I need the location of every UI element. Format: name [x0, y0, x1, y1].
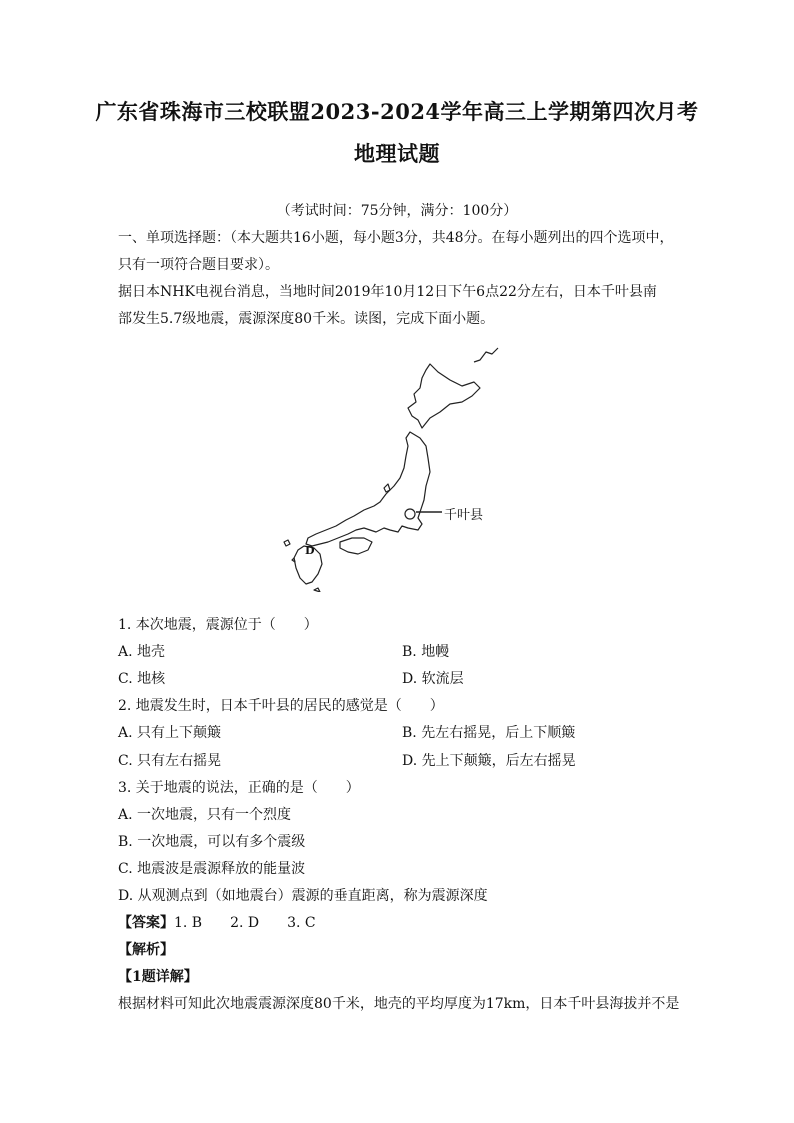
answer-line	[118, 912, 316, 932]
question-2-option-d: D. 先上下颠簸，后左右摇晃	[402, 753, 576, 769]
exam-info: （考试时间：75分钟，满分：100分）	[276, 203, 518, 219]
question-1-option-c: C. 地核	[118, 671, 166, 687]
passage-line1: 据日本NHK电视台消息，当地时间2019年10月12日下午6点22分左右，日本千叶县南	[118, 284, 657, 300]
passage-line2: 部发生5.7级地震，震源深度80千米。读图，完成下面小题。	[118, 311, 495, 327]
question-3-option-b: B. 一次地震，可以有多个震级	[118, 834, 306, 850]
question-1-option-d: D. 软流层	[402, 671, 464, 687]
question-1-option-b: B. 地幔	[402, 644, 450, 660]
hokkaido-outline	[408, 364, 480, 428]
map-label-d: D	[305, 544, 315, 557]
subject-title: 地理试题	[354, 141, 440, 166]
question-2-option-c: C. 只有左右摇晃	[118, 753, 222, 769]
answer-label: 【答案】	[118, 915, 174, 931]
question-2-option-b: B. 先左右摇晃，后上下顺簸	[402, 725, 576, 741]
honshu-outline	[306, 432, 430, 546]
question-3-option-a: A. 一次地震，只有一个烈度	[118, 807, 292, 823]
shikoku-outline	[340, 538, 372, 554]
question-1-stem: 1. 本次地震，震源位于（ ）	[118, 617, 318, 633]
question-1-option-a: A. 地壳	[118, 644, 166, 660]
q1-analysis-text: 根据材料可知此次地震震源深度80千米，地壳的平均厚度为17km，日本千叶县海拔并不是	[118, 996, 680, 1012]
question-3-option-d: D. 从观测点到（如地震台）震源的垂直距离，称为震源深度	[118, 888, 488, 904]
analysis-label: 【解析】	[118, 942, 174, 958]
question-2-stem: 2. 地震发生时，日本千叶县的居民的感觉是（ ）	[118, 698, 444, 714]
question-3-stem: 3. 关于地震的说法，正确的是（ ）	[118, 780, 360, 796]
question-3-option-c: C. 地震波是震源释放的能量波	[118, 861, 306, 877]
chiba-label: 千叶县	[444, 508, 484, 523]
question-2-option-a: A. 只有上下颠簸	[118, 725, 222, 741]
q1-analysis-label: 【1题详解】	[118, 969, 198, 985]
section-heading-line1: 一、单项选择题：（本大题共16小题，每小题3分，共48分。在每小题列出的四个选项中，	[118, 230, 674, 246]
section-heading-line2: 只有一项符合题目要求）。	[118, 257, 279, 273]
exam-title: 广东省珠海市三校联盟2023-2024学年高三上学期第四次月考	[95, 99, 699, 124]
answer-values: 1. B 2. D 3. C	[174, 915, 316, 931]
